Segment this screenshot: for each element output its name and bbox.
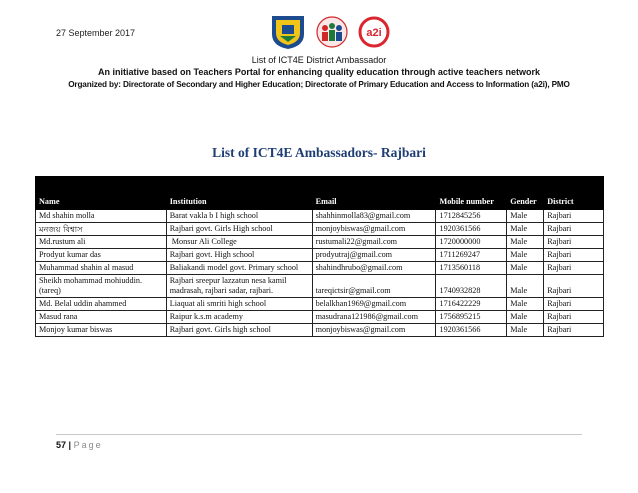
table-row: [36, 311, 604, 324]
table-row: [36, 324, 604, 337]
cell-name: Prodyut kumar das: [36, 249, 167, 262]
cell-district: Rajbari: [544, 262, 604, 275]
cell-mobile: 1756895215: [436, 311, 507, 324]
cell-institution: Monsur Ali College: [166, 236, 312, 249]
ambassadors-table: [35, 176, 604, 337]
cell-institution: Raipur k.s.m academy: [166, 311, 312, 324]
column-header-name: Name: [36, 177, 167, 210]
cell-email: prodyutraj@gmail.com: [312, 249, 436, 262]
table-row: [36, 223, 604, 236]
table-header-row: [36, 177, 604, 210]
cell-email: shahhinmolla83@gmail.com: [312, 210, 436, 223]
cell-name: Monjoy kumar biswas: [36, 324, 167, 337]
header-logos: [268, 14, 398, 50]
cell-gender: Male: [507, 210, 544, 223]
page-date: 27 September 2017: [56, 28, 136, 38]
cell-district: Rajbari: [544, 249, 604, 262]
cell-name: Masud rana: [36, 311, 167, 324]
cell-name: Md shahin molla: [36, 210, 167, 223]
table-row: [36, 298, 604, 311]
cell-gender: Male: [507, 311, 544, 324]
cell-gender: Male: [507, 223, 544, 236]
page-word: Page: [73, 440, 103, 450]
cell-district: Rajbari: [544, 311, 604, 324]
table-row: [36, 249, 604, 262]
table-row: [36, 210, 604, 223]
cell-mobile: 1716422229: [436, 298, 507, 311]
cell-institution: Rajbari govt. Girls High school: [166, 223, 312, 236]
cell-mobile: 1720000000: [436, 236, 507, 249]
cell-mobile: 1740932828: [436, 275, 507, 298]
cell-district: Rajbari: [544, 236, 604, 249]
svg-text:a2i: a2i: [366, 27, 382, 39]
cell-gender: Male: [507, 324, 544, 337]
cell-institution: Rajbari govt. Girls high school: [166, 324, 312, 337]
cell-district: Rajbari: [544, 298, 604, 311]
cell-institution: Baliakandi model govt. Primary school: [166, 262, 312, 275]
cell-district: Rajbari: [544, 324, 604, 337]
footer-divider: [56, 434, 582, 435]
cell-mobile: 1920361566: [436, 223, 507, 236]
cell-email: shahindhrubo@gmail.com: [312, 262, 436, 275]
list-title: List of ICT4E Ambassadors- Rajbari: [212, 145, 426, 160]
cell-mobile: 1711269247: [436, 249, 507, 262]
column-header-district: District: [544, 177, 604, 210]
cell-mobile: 1712845256: [436, 210, 507, 223]
cell-district: Rajbari: [544, 210, 604, 223]
cell-mobile: 1713560118: [436, 262, 507, 275]
cell-email: monjoybiswas@gmail.com: [312, 223, 436, 236]
cell-institution: Rajbari govt. High school: [166, 249, 312, 262]
cell-email: belalkhan1969@gmail.com: [312, 298, 436, 311]
a2i-logo-icon: [360, 18, 388, 46]
document-title: List of ICT4E District Ambassador: [251, 55, 387, 65]
cell-institution: Rajbari sreepur lazzatun nesa kamil madrasah, rajbari sadar, rajbari.: [166, 275, 312, 298]
cell-email: tareqictsir@gmail.com: [312, 275, 436, 298]
cell-name: Md.rustum ali: [36, 236, 167, 249]
cell-institution: Barat vakla b I high school: [166, 210, 312, 223]
cell-gender: Male: [507, 249, 544, 262]
column-header-mobile: Mobile number: [436, 177, 507, 210]
cell-district: Rajbari: [544, 275, 604, 298]
primary-education-logo-icon: [317, 17, 347, 47]
cell-name: Sheikh mohammad mohiuddin. (tareq): [36, 275, 167, 298]
cell-email: rustumali22@gmail.com: [312, 236, 436, 249]
column-header-institution: Institution: [166, 177, 312, 210]
document-subtitle: An initiative based on Teachers Portal for enhancing quality education through active teachers network: [98, 67, 540, 77]
organizer-line: Organized by: Directorate of Secondary and Higher Education; Directorate of Primary Education and Access to Information (a2i), PMO: [68, 80, 570, 89]
column-header-email: Email: [312, 177, 436, 210]
column-header-gender: Gender: [507, 177, 544, 210]
cell-gender: Male: [507, 236, 544, 249]
cell-email: masudrana121986@gmail.com: [312, 311, 436, 324]
cell-email: monjoybiswas@gmail.com: [312, 324, 436, 337]
cell-mobile: 1920361566: [436, 324, 507, 337]
table-row: [36, 262, 604, 275]
cell-name: Md. Belal uddin ahammed: [36, 298, 167, 311]
page-number: 57: [56, 440, 67, 450]
cell-district: Rajbari: [544, 223, 604, 236]
footer-separator: |: [68, 440, 72, 450]
page-footer: [56, 440, 103, 450]
cell-gender: Male: [507, 262, 544, 275]
cell-name: Muhammad shahin al masud: [36, 262, 167, 275]
table-row: [36, 275, 604, 298]
education-crest-icon: [272, 16, 304, 49]
cell-name: মনজয় বিশ্বাস: [36, 223, 167, 236]
table-row: [36, 236, 604, 249]
cell-institution: Liaquat ali smriti high school: [166, 298, 312, 311]
cell-gender: Male: [507, 275, 544, 298]
cell-gender: Male: [507, 298, 544, 311]
